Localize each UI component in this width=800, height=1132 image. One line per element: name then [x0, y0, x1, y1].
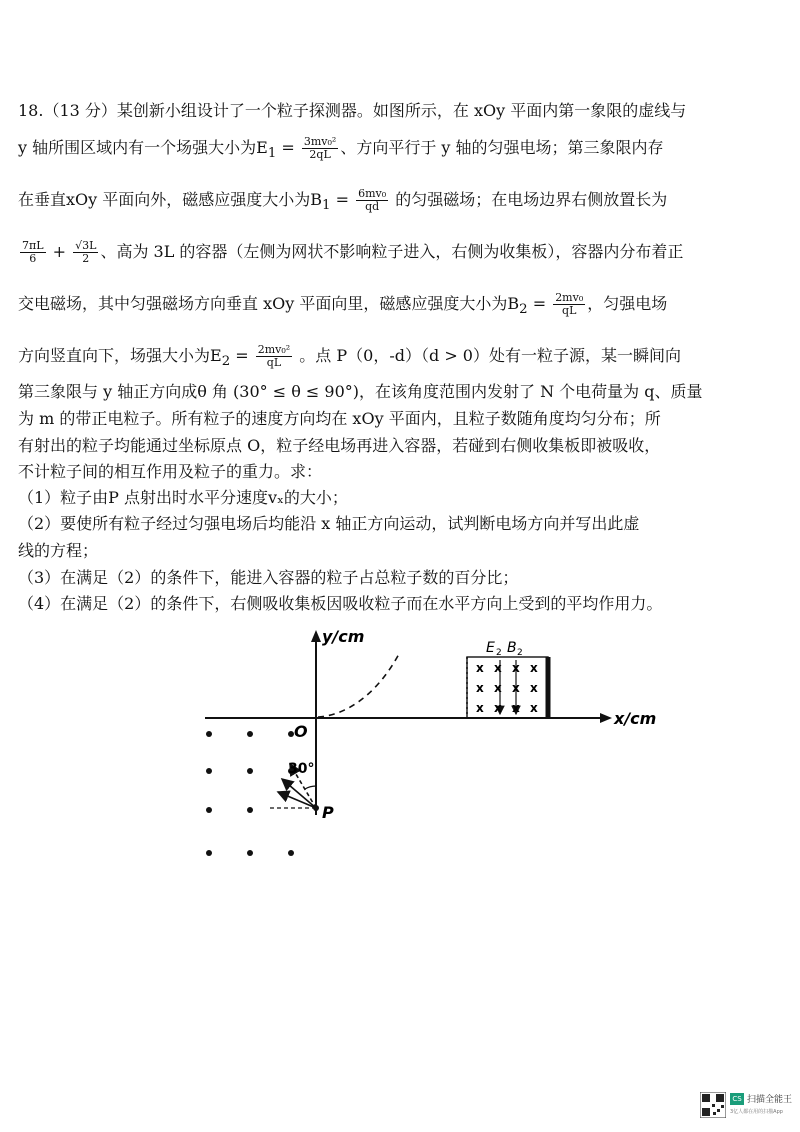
line3-text-a: 在垂直xOy 平面向外，磁感应强度大小为B [18, 190, 323, 209]
equals: = [527, 294, 552, 313]
e2-label-sub: 2 [496, 648, 502, 658]
fraction-b2-den: qL [562, 304, 577, 317]
fraction-length-a-num: 7πL [22, 239, 44, 252]
x-axis-arrow-icon [600, 713, 612, 723]
problem-line-7: 第三象限与 y 轴正方向成θ 角 (30° ≤ θ ≤ 90°)，在该角度范围内发射了 N 个电荷量为 q、质量 [18, 382, 703, 401]
question-4: （4）在满足（2）的条件下，右侧吸收集板因吸收粒子而在水平方向上受到的平均作用力。 [18, 594, 663, 613]
b1-subscript: 1 [322, 198, 331, 214]
fraction-length-b-den: 2 [82, 252, 90, 265]
fraction-b2-num: 2mv₀ [555, 291, 584, 304]
b2-subscript: 2 [519, 302, 528, 318]
fraction-b1-den: qd [365, 200, 380, 213]
fraction-length-a-den: 6 [29, 252, 37, 265]
b2-field-crosses [476, 661, 538, 715]
svg-text:x: x [476, 701, 484, 715]
plus-sign: + [47, 242, 72, 261]
problem-line-5 [18, 292, 780, 320]
equals: = [330, 190, 355, 209]
fraction-length-b [73, 240, 98, 265]
y-axis-label: y/cm [322, 627, 365, 646]
problem-line-1: 18.（13 分）某创新小组设计了一个粒子探测器。如图所示，在 xOy 平面内第一象限的虚线与 [18, 101, 687, 120]
svg-text:x: x [476, 681, 484, 695]
b2-label-sub: 2 [517, 648, 523, 658]
svg-text:x: x [494, 701, 502, 715]
problem-line-4 [18, 240, 780, 265]
cs-logo-icon: CS [730, 1093, 744, 1105]
problem-line-10: 不计粒子间的相互作用及粒子的重力。求： [18, 462, 323, 481]
line6-text-b: 。点 P（0，-d）（d > 0）处有一粒子源，某一瞬间向 [294, 346, 681, 365]
line5-text-a: 交电磁场，其中匀强磁场方向垂直 xOy 平面向里，磁感应强度大小为B [18, 294, 520, 313]
svg-text:x: x [512, 661, 520, 675]
equals: = [276, 138, 300, 157]
y-axis-arrow-icon [311, 630, 321, 642]
fraction-length-a [20, 240, 46, 265]
line3-text-b: 的匀强磁场；在电场边界右侧放置长为 [390, 190, 668, 209]
line6-text-a: 方向竖直向下，场强大小为E [18, 346, 222, 365]
scanner-badge [700, 1088, 796, 1128]
fraction-e1 [302, 136, 338, 161]
svg-text:x: x [494, 681, 502, 695]
line5-text-b: ，匀强电场 [587, 294, 668, 313]
equals: = [230, 346, 254, 365]
badge-app-name: 扫描全能王 [747, 1095, 793, 1105]
problem-line-6 [18, 344, 780, 372]
fraction-e2-num: 2mv₀² [257, 343, 291, 356]
problem-line-8: 为 m 的带正电粒子。所有粒子的速度方向均在 xOy 平面内，且粒子数随角度均匀分布；所 [18, 409, 661, 428]
question-1: （1）粒子由P 点射出时水平分速度vₓ的大小； [18, 488, 348, 507]
svg-text:x: x [476, 661, 484, 675]
origin-label: O [294, 722, 308, 741]
svg-text:x: x [494, 661, 502, 675]
fraction-length-b-num: √3L [75, 239, 97, 252]
qr-code-icon [700, 1092, 726, 1118]
boundary-dashed-curve [318, 652, 400, 717]
b2-label: B [507, 640, 517, 656]
e1-subscript: 1 [267, 146, 277, 162]
velocity-arrow-mid [282, 779, 316, 808]
fraction-b1-num: 6mv₀ [358, 187, 387, 200]
line2-text-a: y 轴所围区域内有一个场强大小为E [18, 138, 268, 157]
fraction-e1-num: 3mv₀² [303, 135, 337, 148]
x-axis-label: x/cm [614, 709, 657, 728]
question-3: （3）在满足（2）的条件下，能进入容器的粒子占总粒子数的百分比； [18, 568, 519, 587]
question-2-line-1: （2）要使所有粒子经过匀强电场后均能沿 x 轴正方向运动，试判断电场方向并写出此虚 [18, 514, 640, 533]
velocity-arrow-wide [278, 792, 316, 808]
question-2-line-2: 线的方程； [18, 541, 99, 560]
fraction-e2-den: qL [266, 356, 282, 369]
fraction-e2 [256, 344, 292, 369]
fraction-b2 [553, 292, 585, 317]
svg-text:x: x [530, 681, 538, 695]
physics-figure [0, 620, 800, 880]
angle-label: 30° [288, 761, 315, 777]
svg-text:x: x [530, 661, 538, 675]
problem-line-2 [18, 136, 780, 164]
line4-text-b: 、高为 3L 的容器（左侧为网状不影响粒子进入，右侧为收集板），容器内分布着正 [100, 242, 684, 261]
line2-text-b: 、方向平行于 y 轴的匀强电场；第三象限内存 [340, 138, 664, 157]
problem-line-3 [18, 188, 780, 216]
point-p-label: P [322, 803, 334, 822]
svg-text:x: x [512, 681, 520, 695]
fraction-b1 [356, 188, 388, 213]
point-p [313, 805, 319, 811]
problem-line-9: 有射出的粒子均能通过坐标原点 O，粒子经电场再进入容器，若碰到右侧收集板即被吸收， [18, 436, 661, 455]
angle-arc [305, 786, 316, 789]
e2-subscript: 2 [221, 354, 231, 370]
svg-text:x: x [530, 701, 538, 715]
svg-text:x: x [512, 701, 520, 715]
e2-label: E [486, 640, 495, 656]
badge-tagline: 3亿人都在用的扫描App [730, 1109, 783, 1115]
fraction-e1-den: 2qL [309, 148, 331, 161]
